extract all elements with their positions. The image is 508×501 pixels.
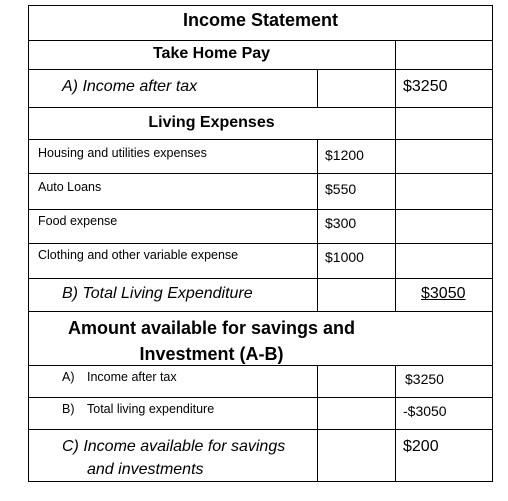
total-living-expenditure-label: B) Total Living Expenditure — [62, 285, 253, 302]
income-available-label-line2: and investments — [87, 461, 204, 478]
savings-heading-line1: Amount available for savings and — [67, 318, 356, 338]
savings-row-a-letter: A) — [62, 370, 75, 384]
savings-row-b-value: -$3050 — [403, 403, 447, 419]
expense-value-clothing: $1000 — [325, 249, 364, 265]
savings-heading-line2: Investment (A-B) — [139, 344, 284, 364]
savings-row-a-value: $3250 — [405, 371, 444, 387]
income-after-tax-value: $3250 — [403, 78, 448, 95]
savings-row-b-letter: B) — [62, 402, 75, 416]
expense-value-housing: $1200 — [325, 147, 364, 163]
total-living-expenditure-value: $3050 — [421, 285, 466, 302]
savings-row-b-label: Total living expenditure — [87, 402, 215, 416]
expense-value-food: $300 — [325, 215, 357, 231]
expense-label-clothing: Clothing and other variable expense — [38, 248, 239, 262]
page-title: Income Statement — [182, 10, 339, 30]
income-available-label-line1: C) Income available for savings — [62, 438, 286, 455]
expense-label-food: Food expense — [38, 214, 118, 228]
income-after-tax-label: A) Income after tax — [62, 78, 198, 95]
expense-label-housing: Housing and utilities expenses — [38, 146, 207, 160]
expense-label-auto-loans: Auto Loans — [38, 180, 102, 194]
income-available-value: $200 — [403, 438, 439, 455]
expense-value-auto-loans: $550 — [325, 181, 357, 197]
savings-row-a-label: Income after tax — [87, 370, 177, 384]
living-expenses-heading: Living Expenses — [148, 114, 275, 131]
take-home-pay-heading: Take Home Pay — [152, 45, 271, 62]
